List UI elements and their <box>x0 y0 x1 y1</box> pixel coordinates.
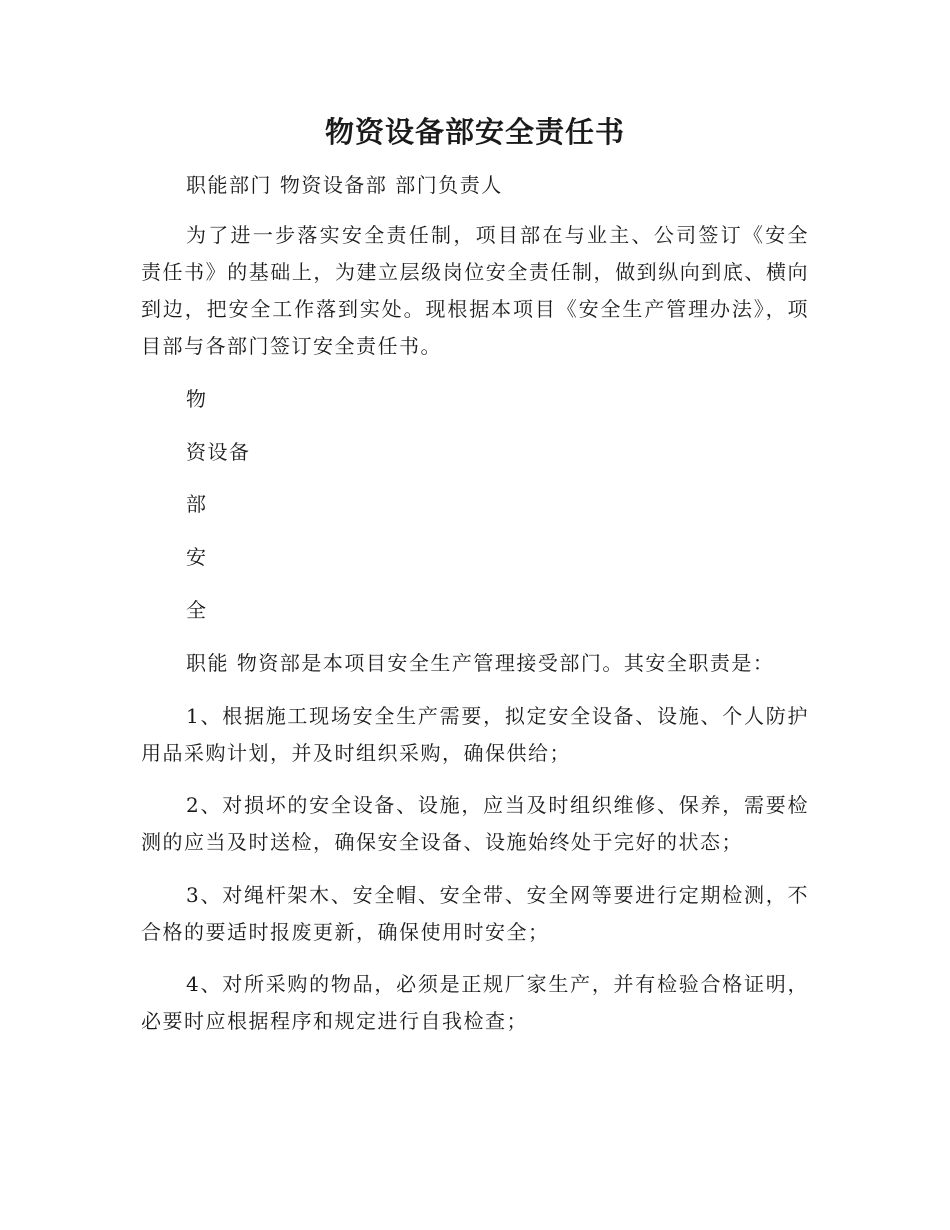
duty-item-1: 1、根据施工现场安全生产需要，拟定安全设备、设施、个人防护用品采购计划，并及时组织采购，确保供给； <box>141 704 809 765</box>
vertical-line-4: 安 <box>186 545 208 569</box>
document-title: 物资设备部安全责任书 <box>324 115 625 149</box>
duty-item-2: 2、对损坏的安全设备、设施，应当及时组织维修、保养，需要检测的应当及时送检，确保安全设备、设施始终处于完好的状态； <box>141 793 809 854</box>
vertical-line-3: 部 <box>186 492 208 516</box>
duty-intro: 职能 物资部是本项目安全生产管理接受部门。其安全职责是： <box>186 651 775 675</box>
duty-item-4: 4、对所采购的物品，必须是正规厂家生产，并有检验合格证明，必要时应根据程序和规定进行自我检查； <box>141 972 809 1033</box>
header-line: 职能部门 物资设备部 部门负责人 <box>186 173 503 197</box>
intro-paragraph: 为了进一步落实安全责任制，项目部在与业主、公司签订《安全责任书》的基础上，为建立层级岗位安全责任制，做到纵向到底、横向到边，把安全工作落到实处。现根据本项目《安全生产管理办法》，项目部与各部门签订安全责任书。 <box>141 223 809 358</box>
vertical-line-5: 全 <box>186 598 208 622</box>
duty-item-3: 3、对绳杆架木、安全帽、安全带、安全网等要进行定期检测，不合格的要适时报废更新，确保使用时安全； <box>141 883 809 944</box>
vertical-line-1: 物 <box>186 387 208 411</box>
vertical-line-2: 资设备 <box>186 440 251 464</box>
